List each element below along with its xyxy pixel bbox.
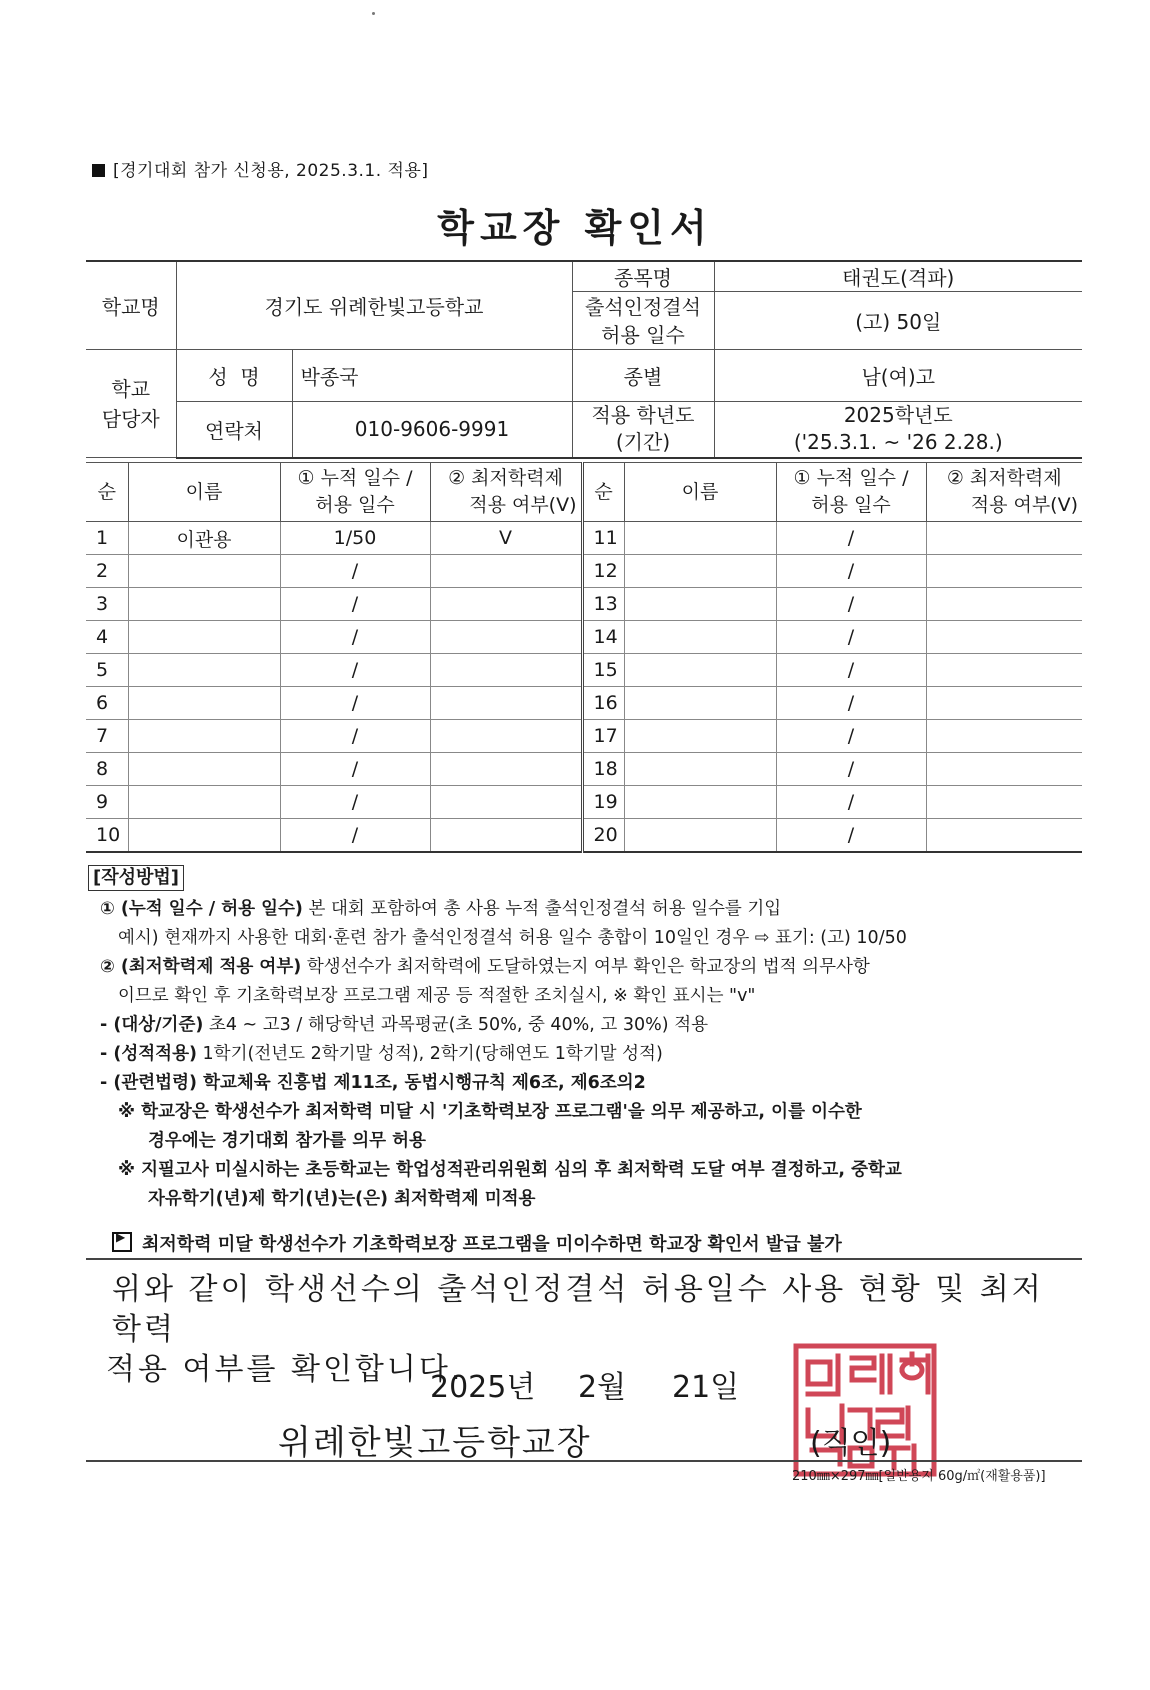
row-number: 9 [86,786,128,819]
name-value: 박종국 [292,350,572,402]
col-days-2-line1: ① 누적 일수 / [793,467,909,489]
row-name: 이관용 [128,522,280,555]
row-min [430,687,582,720]
guide-item-2-bold: ② (최저학력제 적용 여부) [100,957,302,977]
document-title: 학교장 확인서 [437,206,713,250]
row-name-2 [624,720,776,753]
row-name [128,819,280,853]
row-name-2 [624,654,776,687]
guide-target-bold: - (대상/기준) [100,1015,204,1035]
header-note-text: [경기대회 참가 신청용, 2025.3.1. 적용] [113,161,429,181]
roster-table [86,462,1082,853]
row-name [128,555,280,588]
bottom-divider [86,1460,1082,1462]
col-min [430,463,582,522]
row-days-2: / [776,654,926,687]
row-min-2 [926,753,1082,786]
row-min [430,786,582,819]
table-row [86,555,1082,588]
col-name-2: 이름 [624,463,776,522]
row-days-2: / [776,621,926,654]
col-no: 순 [86,463,128,522]
row-number-2: 17 [582,720,624,753]
row-days: / [280,786,430,819]
row-days-2: / [776,588,926,621]
guide-note-1a: ※ 학교장은 학생선수가 최저학력 미달 시 '기초학력보장 프로그램'을 의무 제공하고, 이를 이수한 [118,1102,862,1122]
row-number-2: 15 [582,654,624,687]
row-min-2 [926,720,1082,753]
col-days-1: ① 누적 일수 / [297,467,413,489]
event-value: 태권도(격파) [714,261,1082,292]
row-name-2 [624,621,776,654]
row-days: 1/50 [280,522,430,555]
row-min [430,588,582,621]
row-number-2: 12 [582,555,624,588]
row-min: V [430,522,582,555]
row-name [128,753,280,786]
table-row [86,522,1082,555]
row-number: 6 [86,687,128,720]
row-days-2: / [776,753,926,786]
row-number-2: 14 [582,621,624,654]
table-row [86,753,1082,786]
arrow-box-icon [112,1232,132,1252]
guide-heading: [작성방법] [88,865,184,891]
row-name [128,786,280,819]
row-days: / [280,654,430,687]
row-days-2: / [776,819,926,853]
row-number: 4 [86,621,128,654]
row-name-2 [624,555,776,588]
name-label: 성 명 [176,350,292,402]
guide-target-text: 초4 ~ 고3 / 해당학년 과목평균(초 50%, 중 40%, 고 30%) 적용 [203,1015,708,1035]
row-min [430,819,582,853]
guide-item-1-example: 예시) 현재까지 사용한 대회·훈련 참가 출석인정결석 허용 일수 총합이 10일인 경우 ⇨ 표기: (고) 10/50 [118,928,907,948]
row-name-2 [624,588,776,621]
row-days-2: / [776,687,926,720]
guide-note-2a: ※ 지필고사 미실시하는 초등학교는 학업성적관리위원회 심의 후 최저학력 도달 여부 결정하고, 중학교 [118,1160,902,1180]
col-min-1: ② 최저학력제 [448,467,563,489]
col-days-2-header [776,463,926,522]
row-days-2: / [776,786,926,819]
row-days: / [280,588,430,621]
table-row [86,687,1082,720]
notice-text: 최저학력 미달 학생선수가 기초학력보장 프로그램을 미이수하면 학교장 확인서 발급 불가 [142,1234,842,1255]
row-days-2: / [776,522,926,555]
allowed-days-label-1: 출석인정결석 [585,294,701,319]
date-year: 2025년 [430,1370,536,1405]
year-value-1: 2025학년도 [843,403,953,428]
col-min-2: 적용 여부(V) [469,494,577,516]
manager-label-2: 담당자 [101,406,160,431]
type-label: 종별 [572,350,714,402]
row-number-2: 11 [582,522,624,555]
writing-guide [88,864,1088,1214]
row-min-2 [926,588,1082,621]
col-name: 이름 [128,463,280,522]
year-value-2: ('25.3.1. ~ '26 2.28.) [793,430,1003,455]
row-name [128,654,280,687]
seal-label: (직인) [810,1426,892,1461]
date-day: 21일 [672,1370,740,1405]
col-no-2: 순 [582,463,624,522]
principal-name: 위례한빛고등학교장 [278,1423,592,1463]
row-number-2: 19 [582,786,624,819]
row-days: / [280,720,430,753]
year-label [572,402,714,458]
row-name-2 [624,522,776,555]
row-number: 5 [86,654,128,687]
allowed-days-label [572,292,714,350]
row-days: / [280,753,430,786]
row-min [430,555,582,588]
guide-note-1b: 경우에는 경기대회 참가를 의무 허용 [148,1131,426,1151]
row-days-2: / [776,555,926,588]
header-note [92,156,429,181]
col-days-2-line2: 허용 일수 [811,494,891,516]
row-min [430,621,582,654]
col-days [280,463,430,522]
row-min-2 [926,621,1082,654]
col-min-2-header [926,463,1082,522]
row-number-2: 13 [582,588,624,621]
row-min [430,753,582,786]
row-days: / [280,621,430,654]
manager-label-1: 학교 [111,376,151,401]
scan-speck [372,12,375,15]
row-min [430,654,582,687]
guide-item-2-text: 학생선수가 최저학력에 도달하였는지 여부 확인은 학교장의 법적 의무사항 [301,957,870,977]
row-number: 8 [86,753,128,786]
row-min [430,720,582,753]
guide-item-2-cont: 이므로 확인 후 기초학력보장 프로그램 제공 등 적절한 조치실시, ※ 확인 표시는 "v" [118,986,756,1006]
row-days: / [280,819,430,853]
row-number-2: 16 [582,687,624,720]
year-label-1: 적용 학년도 [591,403,695,428]
guide-grade-bold: - (성적적용) [100,1044,197,1064]
row-min-2 [926,654,1082,687]
contact-value: 010-9606-9991 [292,402,572,458]
school-label: 학교명 [86,261,176,350]
col-days-2: 허용 일수 [315,494,395,516]
row-min-2 [926,786,1082,819]
row-name-2 [624,687,776,720]
year-label-2: (기간) [615,430,671,455]
row-number: 2 [86,555,128,588]
info-table [86,260,1082,459]
confirm-line-1: 위와 같이 학생선수의 출석인정결석 허용일수 사용 현황 및 최저학력 [112,1272,1044,1347]
row-days-2: / [776,720,926,753]
row-min-2 [926,522,1082,555]
row-name-2 [624,819,776,853]
row-number-2: 20 [582,819,624,853]
manager-label [86,350,176,458]
table-row [86,786,1082,819]
guide-item-1-bold: ① (누적 일수 / 허용 일수) [100,899,303,919]
date-month: 2월 [578,1370,627,1405]
col-min-2-line1: ② 최저학력제 [946,467,1062,489]
allowed-days-value: (고) 50일 [714,292,1082,350]
row-name-2 [624,753,776,786]
row-name [128,720,280,753]
table-row [86,819,1082,853]
row-number: 3 [86,588,128,621]
row-days: / [280,687,430,720]
square-bullet-icon [92,164,105,177]
contact-label: 연락처 [176,402,292,458]
notice [112,1230,842,1256]
paper-spec: 210㎜×297㎜[일반용지 60g/㎡(재활용품)] [792,1469,1046,1484]
table-row [86,720,1082,753]
row-min-2 [926,819,1082,853]
row-days: / [280,555,430,588]
guide-item-1 [88,895,1088,924]
row-number: 1 [86,522,128,555]
guide-target [88,1011,1088,1040]
row-name [128,588,280,621]
guide-item-1-text: 본 대회 포함하여 총 사용 누적 출석인정결석 허용 일수를 기입 [302,899,782,919]
event-label: 종목명 [572,261,714,292]
row-number-2: 18 [582,753,624,786]
table-row [86,621,1082,654]
confirm-line-2: 적용 여부를 확인합니다. [106,1352,464,1387]
row-name [128,621,280,654]
allowed-days-label-2: 허용 일수 [601,322,685,347]
notice-divider [86,1258,1082,1260]
col-min-2-line2: 적용 여부(V) [970,494,1078,516]
row-min-2 [926,687,1082,720]
school-name: 경기도 위례한빛고등학교 [176,261,572,350]
row-number: 10 [86,819,128,853]
row-number: 7 [86,720,128,753]
guide-grade [88,1040,1088,1069]
type-value: 남(여)고 [714,350,1082,402]
guide-note-2b: 자유학기(년)제 학기(년)는(은) 최저학력제 미적용 [148,1189,536,1209]
guide-item-2 [88,953,1088,982]
row-min-2 [926,555,1082,588]
guide-grade-text: 1학기(전년도 2학기말 성적), 2학기(당해연도 1학기말 성적) [196,1044,663,1064]
year-value [714,402,1082,458]
table-row [86,654,1082,687]
row-name [128,687,280,720]
table-row [86,588,1082,621]
row-name-2 [624,786,776,819]
guide-law: - (관련법령) 학교체육 진흥법 제11조, 동법시행규칙 제6조, 제6조의2 [100,1073,646,1093]
